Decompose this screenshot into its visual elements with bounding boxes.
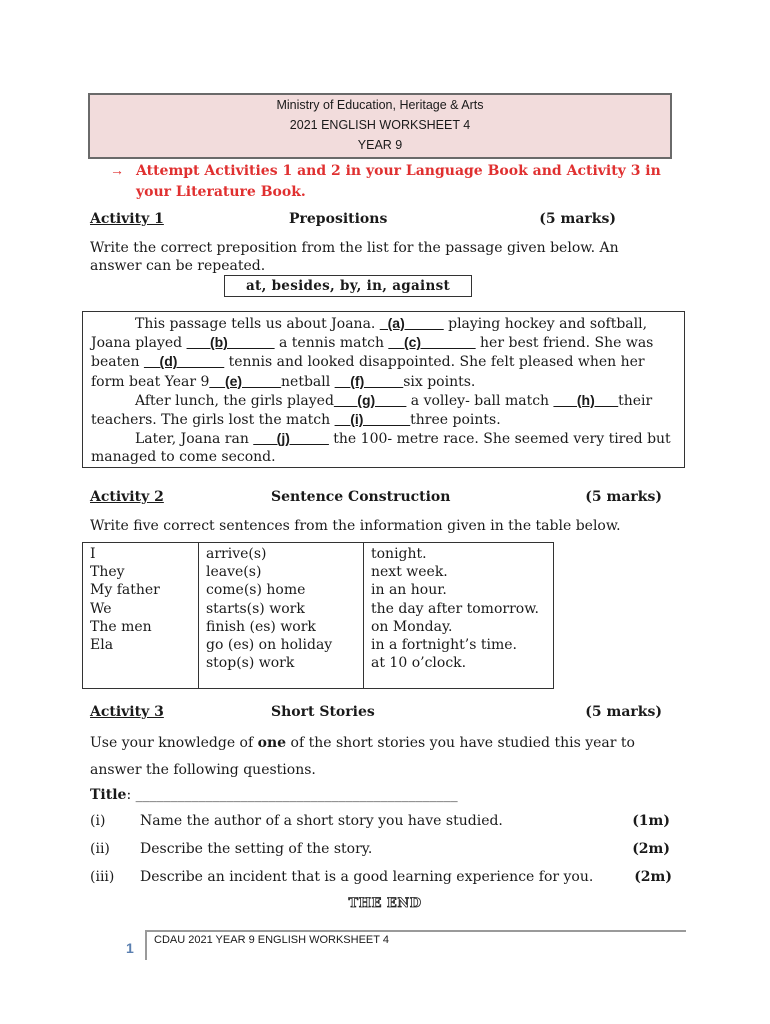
passage-text: After lunch, the girls played [135,392,334,409]
activity-2-instruction: Write five correct sentences from the information given in the table below. [90,518,621,534]
time-cell: in an hour. [371,582,447,599]
ministry-title: Ministry of Education, Heritage & Arts [276,98,484,112]
footer-vertical-divider [145,930,147,960]
footer-text: CDAU 2021 YEAR 9 ENGLISH WORKSHEET 4 [154,934,389,946]
activity-2-topic: Sentence Construction [271,489,451,505]
title-line [90,786,690,804]
year-label: YEAR 9 [357,138,403,152]
time-cell: in a fortnight’s time. [371,637,517,654]
instruction-text: of the short stories you have studied this year to [286,735,635,751]
question-text: Describe an incident that is a good learning experience for you. [140,869,594,885]
arrow-right-icon: → [110,162,124,178]
footer-divider [146,930,686,932]
subjects-column [83,543,199,688]
the-end: THE END [348,896,422,911]
activity-1-heading [90,211,670,231]
blank-h: ___(h)___ [553,391,619,408]
question-text: Describe the setting of the story. [140,841,373,857]
activity-1-topic: Prepositions [289,211,388,227]
verb-cell: stop(s) work [206,655,295,672]
question-marks: (2m) [634,869,672,885]
verb-cell: go (es) on holiday [206,637,333,654]
passage-text: their teachers. The girls lost the match [91,392,653,429]
question-3 [90,869,672,889]
subject-cell: My father [90,582,160,599]
question-2 [90,841,672,861]
passage-text: the 100- metre race. She seemed very tired but managed to come second. [91,431,671,466]
activity-1-instruction-line-1: Write the correct preposition from the list for the passage given below. An [90,240,619,256]
activity-1-instruction-line-2: answer can be repeated. [90,258,266,274]
activity-3-instruction-line-2: answer the following questions. [90,762,316,778]
blank-a: _(a)_____ [379,315,444,331]
passage-text: a volley- ball match [406,392,554,409]
passage-text: a tennis match [274,335,389,352]
activity-3-instruction [90,730,690,784]
passage-text: playing hockey and softball, Joana played [91,316,648,352]
blank-b: ___(b)______ [186,334,275,351]
subject-cell: We [90,600,112,617]
instruction-emphasis: one [257,735,287,751]
passage-text: netball [281,373,335,390]
passage-text: six points. [403,373,476,390]
passage-paragraph-3 [91,429,676,466]
blank-c: __(c)_______ [388,334,476,351]
question-number: (ii) [90,841,110,857]
verbs-column [199,543,364,688]
passage-text: This passage tells us about Joana. [135,316,380,332]
blank-f: __(f)_____ [334,372,404,389]
subject-cell: They [90,564,125,581]
preposition-list: at, besides, by, in, against [224,275,472,297]
instruction [110,160,690,203]
time-cell: the day after tomorrow. [371,600,539,617]
activity-3-heading [90,704,662,724]
blank-i: __(i)______ [334,411,411,428]
passage-paragraph-2 [91,391,676,429]
question-text: Name the author of a short story you have studied. [140,813,503,829]
time-cell: tonight. [371,546,427,562]
blank-j: ___(j)_____ [253,430,329,447]
question-marks: (1m) [632,813,670,829]
activity-3-topic: Short Stories [271,704,375,720]
subject-cell: I [90,546,96,562]
passage-text: Later, Joana ran [135,431,254,448]
activity-2-name: Activity 2 [90,489,164,505]
subject-cell: The men [90,618,152,635]
blank-d: __(d)______ [143,353,225,370]
title-blank: : ______________________________________________ [126,787,458,803]
instruction-text: Use your knowledge of [90,735,258,751]
sentence-table [82,542,554,689]
activity-3-instruction-line-1 [90,730,690,757]
activity-2-heading [90,489,662,509]
instruction-line-1: Attempt Activities 1 and 2 in your Language Book and Activity 3 in [136,163,661,179]
activity-3-name: Activity 3 [90,704,164,720]
question-1 [90,813,672,833]
verb-cell: arrive(s) [206,546,267,562]
activity-3-marks: (5 marks) [585,704,662,720]
instruction-line-2: your Literature Book. [136,184,306,200]
subject-cell: Ela [90,637,114,654]
verb-cell: starts(s) work [206,600,305,617]
passage-text: her best friend. She was beaten [91,335,654,371]
blank-g: ___(g)____ [333,391,407,408]
title-label: Title [90,787,127,803]
time-cell: next week. [371,564,448,581]
page-number: 1 [126,940,134,956]
blank-e: __(e)_____ [209,372,282,389]
question-number: (iii) [90,869,115,885]
verb-cell: come(s) home [206,582,306,599]
header-box [88,93,672,159]
worksheet-title: 2021 ENGLISH WORKSHEET 4 [289,118,471,132]
time-cell: at 10 o’clock. [371,655,467,672]
activity-1-instruction [90,239,670,275]
question-number: (i) [90,813,106,829]
activity-1-marks: (5 marks) [539,211,616,227]
verb-cell: leave(s) [206,564,262,581]
passage-paragraph-1 [91,314,676,391]
passage-text: three points. [410,412,501,429]
passage-text: tennis and looked disappointed. She felt pleased when her form beat Year 9 [91,354,645,390]
activity-2-marks: (5 marks) [585,489,662,505]
question-marks: (2m) [632,841,670,857]
verb-cell: finish (es) work [206,618,316,635]
time-cell: on Monday. [371,618,453,635]
activity-1-name: Activity 1 [90,211,164,227]
times-column [364,543,553,688]
passage-box [82,311,685,468]
